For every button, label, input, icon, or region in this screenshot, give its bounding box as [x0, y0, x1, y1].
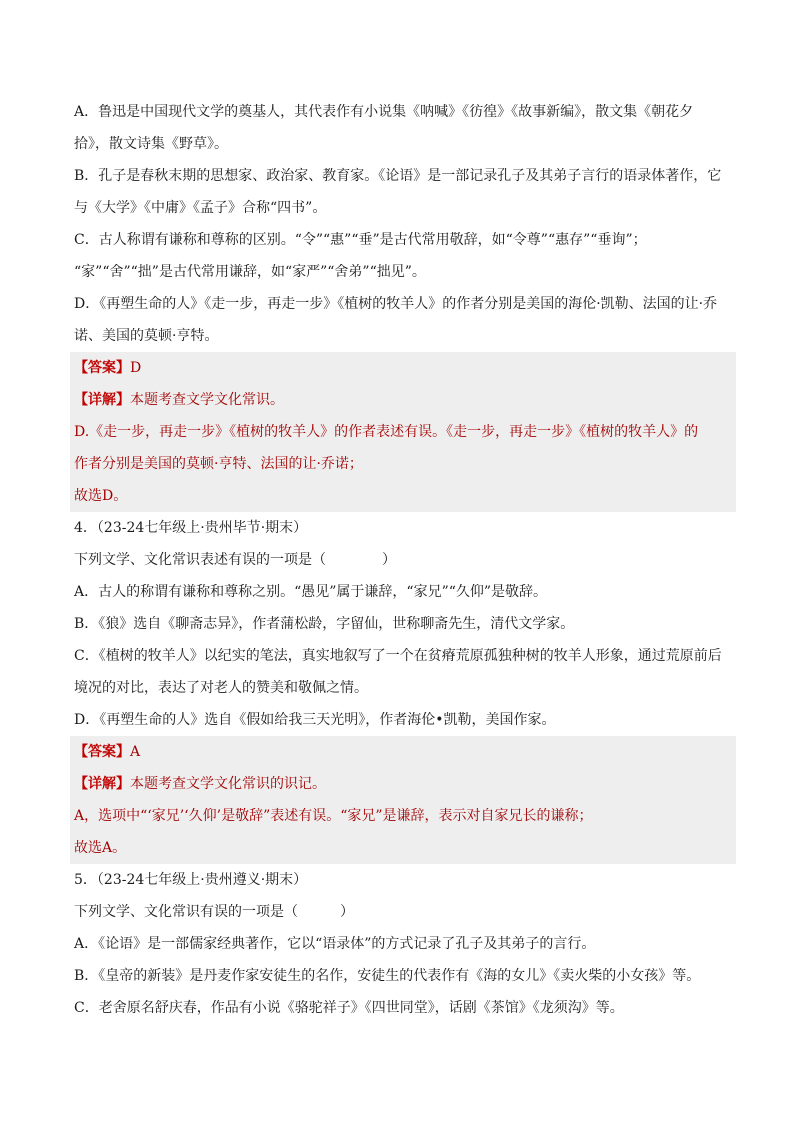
q3-option-c-line2: “家”“舍”“拙”是古代常用谦辞，如“家严”“舍弟”“拙见”。: [74, 264, 426, 280]
detail-tag: 【详解】: [74, 776, 130, 792]
q4-detail: [74, 768, 732, 800]
q3-option-a-line1: A．鲁迅是中国现代文学的奠基人，其代表作有小说集《呐喊》《彷徨》《故事新编》，散文集《朝花夕: [74, 104, 694, 120]
q4-conclusion: 故选A。: [74, 840, 127, 856]
q4-option-c-line1: C．《植树的牧羊人》以纪实的笔法，真实地叙写了一个在贫瘠荒原孤独种树的牧羊人形象，通过荒原前后: [74, 648, 722, 664]
detail-text: 本题考查文学文化常识的识记。: [130, 776, 326, 792]
q4-answer: [74, 736, 732, 768]
q3-explain-line1: D.《走一步，再走一步》《植树的牧羊人》的作者表述有误。《走一步，再走一步》《植树的牧羊人》的: [74, 424, 699, 440]
q3-option-d-line1: D．《再塑生命的人》《走一步，再走一步》《植树的牧羊人》的作者分别是美国的海伦·凯勒、法国的让·乔: [74, 296, 718, 312]
document-page: [74, 96, 732, 1024]
q3-option-c-line1: C．古人称谓有谦称和尊称的区别。“令”“惠”“垂”是古代常用敬辞，如“令尊”“惠存”“垂询”；: [74, 232, 647, 248]
q3-detail: [74, 384, 732, 416]
q4-option-b: B．《狼》选自《聊斋志异》，作者蒲松龄，字留仙，世称聊斋先生，清代文学家。: [74, 616, 575, 632]
q4-option-a: A．古人的称谓有谦称和尊称之别。“愚见”属于谦辞，“家兄”“久仰”是敬辞。: [74, 584, 548, 600]
q4-answer-block: [70, 736, 736, 864]
q5-option-c: C．老舍原名舒庆春，作品有小说《骆驼祥子》《四世同堂》，话剧《茶馆》《龙须沟》等。: [74, 1000, 624, 1016]
detail-tag: 【详解】: [74, 392, 130, 408]
q3-answer: [74, 352, 732, 384]
q4-explain: A，选项中“‘家兄’‘久仰’是敬辞”表述有误。“家兄”是谦辞，表示对自家兄长的谦称；: [74, 808, 593, 824]
q5-source: 5．（23-24七年级上·贵州遵义·期末）: [74, 872, 308, 888]
q5-stem: 下列文学、文化常识有误的一项是（ ）: [74, 904, 354, 920]
answer-value: A: [130, 744, 141, 760]
answer-tag: 【答案】: [74, 360, 130, 376]
q3-answer-block: [70, 352, 736, 512]
q3-option-a-line2: 拾》，散文诗集《野草》。: [74, 136, 228, 152]
q4-option-c-line2: 境况的对比，表达了对老人的赞美和敬佩之情。: [74, 680, 368, 696]
q5-option-a: A．《论语》是一部儒家经典著作，它以“语录体”的方式记录了孔子及其弟子的言行。: [74, 936, 596, 952]
q3-option-b-line2: 与《大学》《中庸》《孟子》合称“四书”。: [74, 200, 327, 216]
q3-option-b-line1: B．孔子是春秋末期的思想家、政治家、教育家。《论语》是一部记录孔子及其弟子言行的语录体著作，它: [74, 168, 722, 184]
q5-option-b: B．《皇帝的新装》是丹麦作家安徒生的名作，安徒生的代表作有《海的女儿》《卖火柴的小女孩》等。: [74, 968, 701, 984]
q3-conclusion: 故选D。: [74, 488, 128, 504]
answer-value: D: [130, 360, 142, 376]
detail-text: 本题考查文学文化常识。: [130, 392, 284, 408]
answer-tag: 【答案】: [74, 744, 130, 760]
q3-option-d-line2: 诺、美国的莫顿·亨特。: [74, 328, 219, 344]
q4-option-d: D．《再塑生命的人》选自《假如给我三天光明》，作者海伦•凯勒，美国作家。: [74, 712, 556, 728]
q4-stem: 下列文学、文化常识表述有误的一项是（ ）: [74, 552, 396, 568]
q4-source: 4．（23-24七年级上·贵州毕节·期末）: [74, 520, 308, 536]
q3-explain-line2: 作者分别是美国的莫顿·亨特、法国的让·乔诺；: [74, 456, 363, 472]
